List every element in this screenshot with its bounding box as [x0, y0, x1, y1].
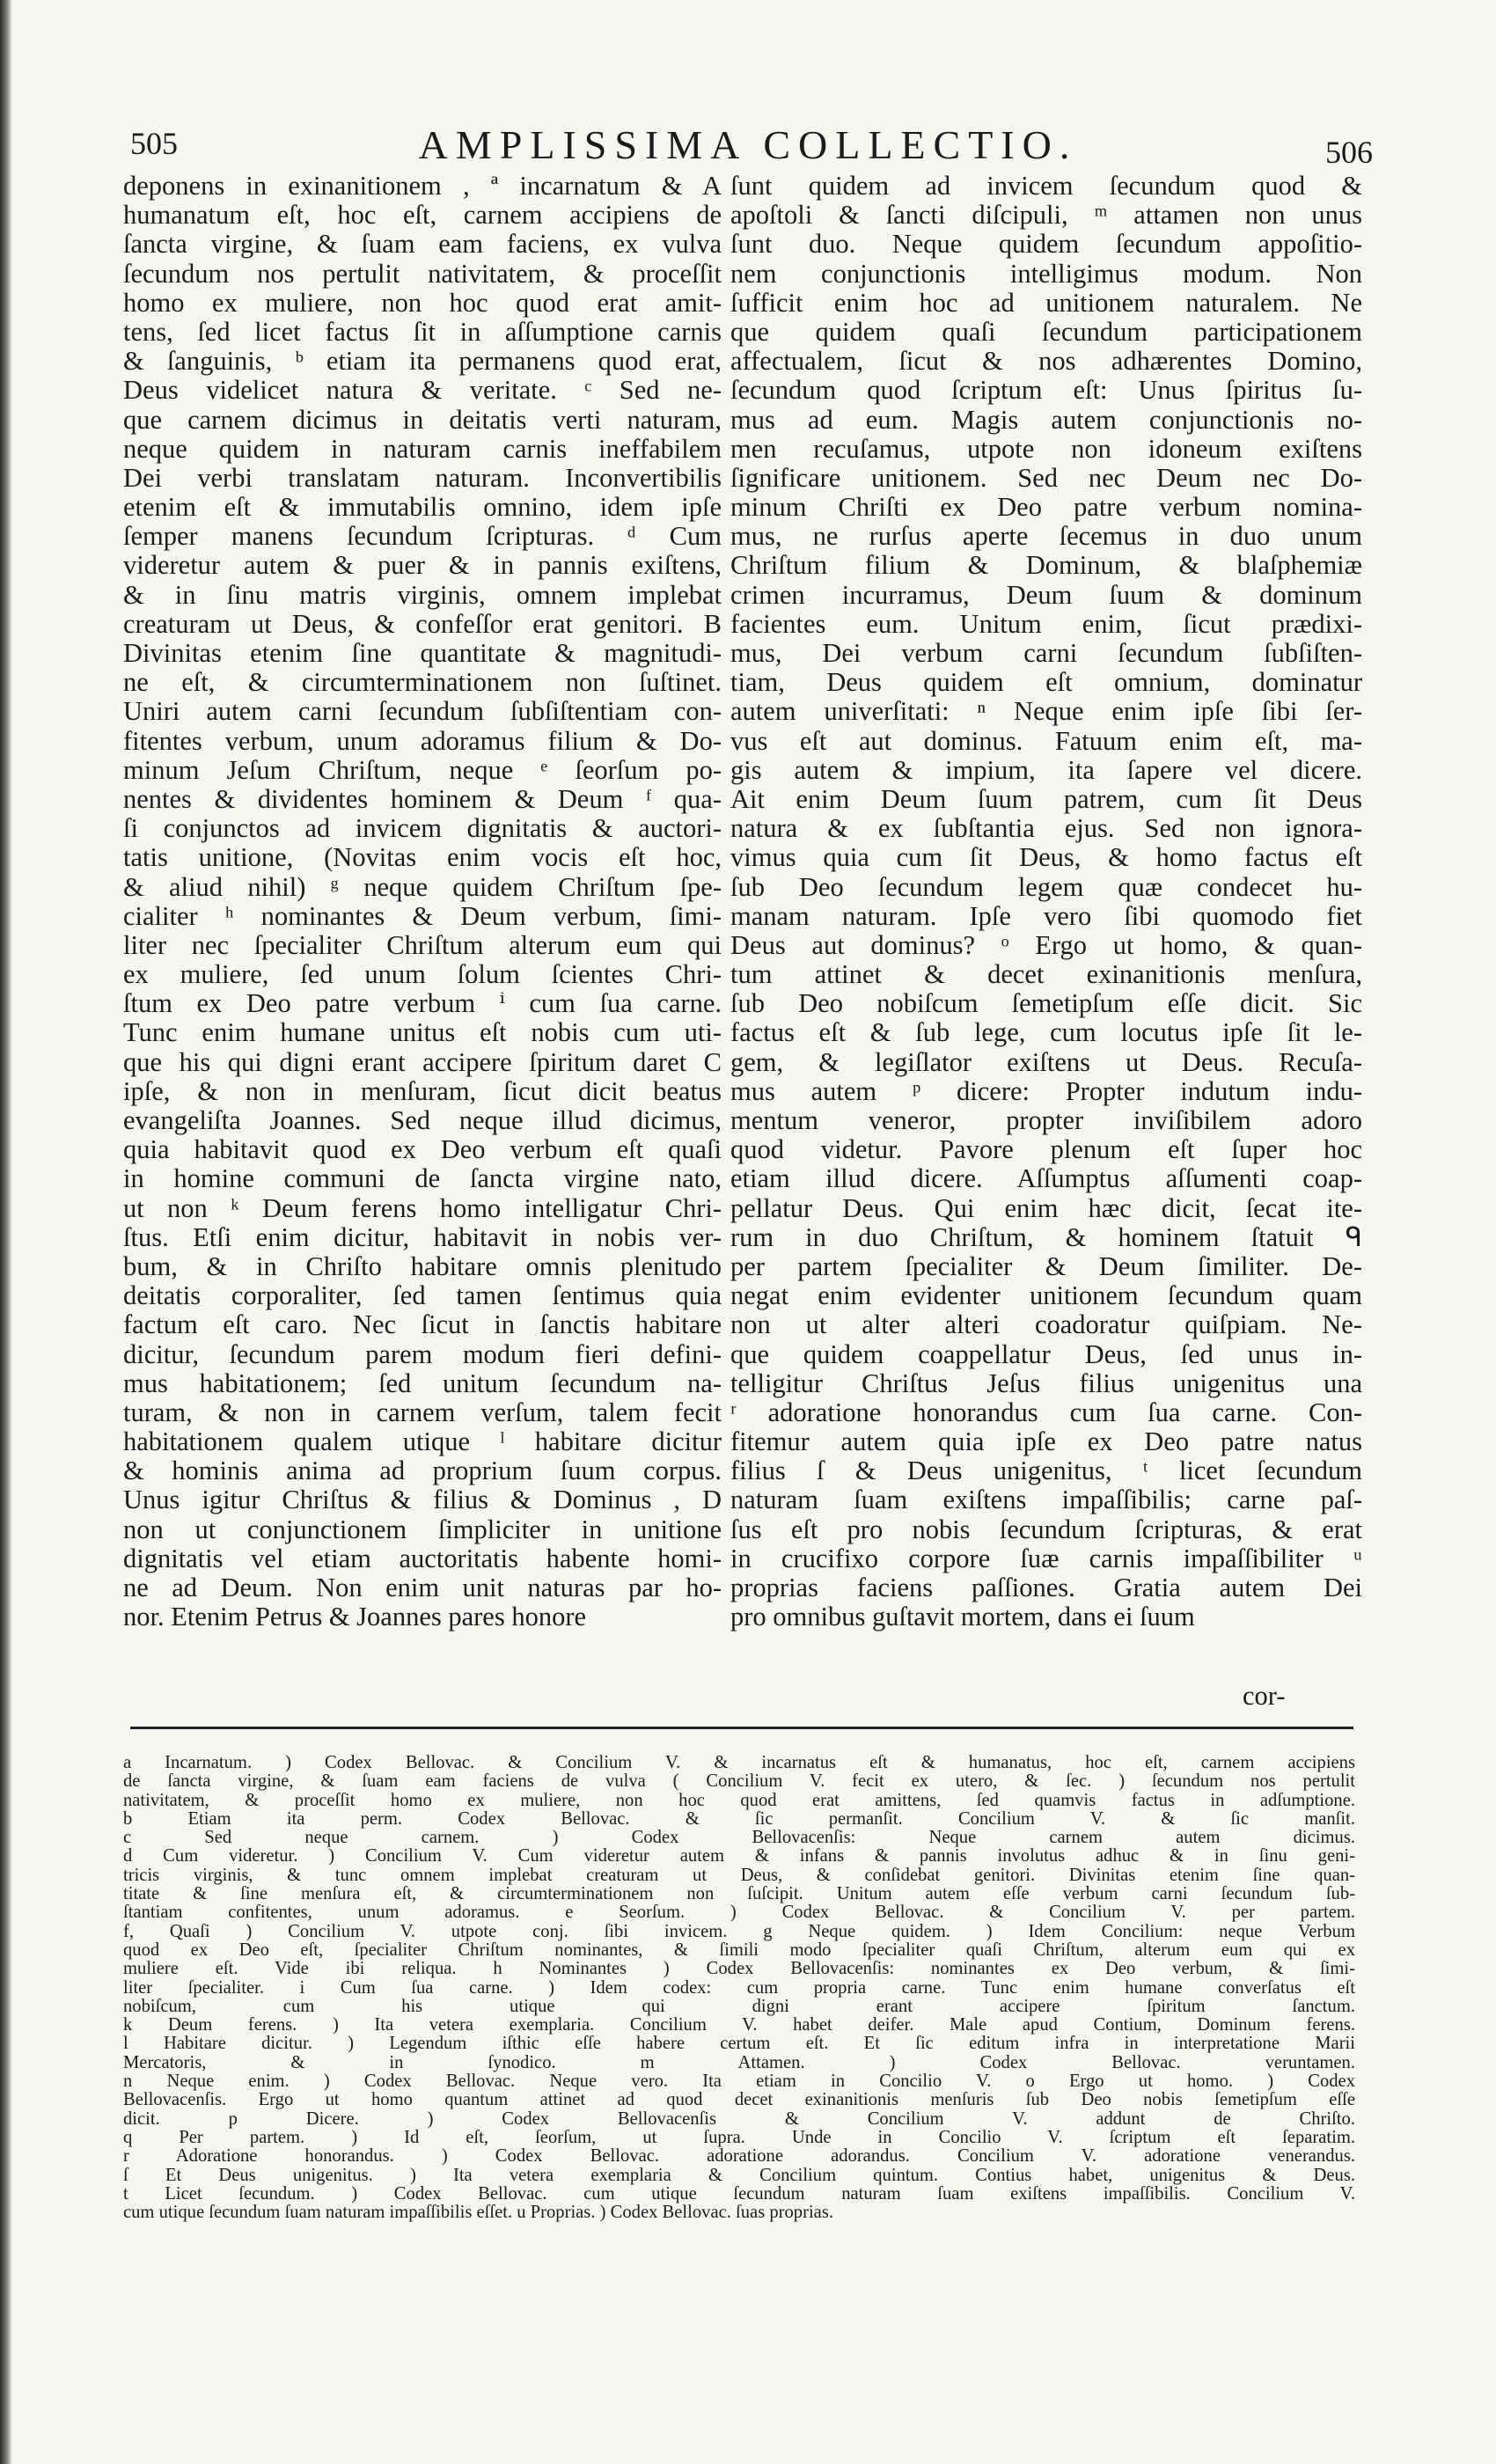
text-line: quod videtur. Pavore plenum eſt ſuper hoc — [730, 1135, 1362, 1165]
text-line: mus habitationem; ſed unitum ſecundum na- — [123, 1368, 722, 1398]
left-text-column — [123, 172, 722, 1632]
text-line: deponens in exinanitionem , ª incarnatum & A — [123, 172, 722, 201]
text-line: affectualem, ſicut & nos adhærentes Domino, — [730, 347, 1362, 377]
text-line: ipſe, & non in menſuram, ſicut dicit beatus — [123, 1076, 722, 1106]
text-line: ſub Deo nobiſcum ſemetipſum eſſe dicit. Sic — [730, 989, 1362, 1019]
text-line: pro omnibus guſtavit mortem, dans ei ſuum — [730, 1602, 1195, 1632]
text-line: turam, & non in carnem verſum, talem fecit — [123, 1397, 722, 1427]
text-line: homo ex muliere, non hoc quod erat amit- — [123, 288, 722, 318]
text-line: negat enim evidenter unitionem ſecundum quam — [730, 1281, 1362, 1311]
text-line: Deus videlicet natura & veritate. ᶜ Sed ne- — [123, 376, 722, 406]
text-line: que quidem coappellatur Deus, ſed unus in- — [730, 1339, 1362, 1369]
text-line: evangeliſta Joannes. Sed neque illud dicimus, — [123, 1106, 722, 1135]
text-line: autem univerſitati: ⁿ Neque enim ipſe ſibi ſer- — [730, 697, 1362, 727]
text-line: minum Chriſti ex Deo patre verbum nomina- — [730, 493, 1362, 523]
text-line: gem, & legiſlator exiſtens ut Deus. Recuſa- — [730, 1047, 1362, 1077]
page-header — [123, 121, 1373, 174]
text-line: ſtum ex Deo patre verbum ⁱ cum ſua carne. — [123, 989, 722, 1019]
footnote-line: r Adoratione honorandus. ) Codex Bellovac. adoratione adorandus. Concilium V. adoratione venerandus. — [123, 2147, 1355, 2167]
text-line: dignitatis vel etiam auctoritatis habente homi- — [123, 1544, 722, 1573]
text-line: factus eſt & ſub lege, cum locutus ipſe ſit le- — [730, 1018, 1362, 1048]
text-line: humanatum eſt, hoc eſt, carnem accipiens de — [123, 201, 722, 231]
text-line: que carnem dicimus in deitatis verti naturam, — [123, 405, 722, 435]
text-line: ſunt quidem ad invicem ſecundum quod & — [730, 172, 1362, 201]
text-line: ſus eſt pro nobis ſecundum ſcripturas, & erat — [730, 1514, 1362, 1544]
footnote-line: k Deum ferens. ) Ita vetera exemplaria. Concilium V. habet deifer. Male apud Contium, Dominum ferens. — [123, 2016, 1355, 2035]
text-line: Uniri autem carni ſecundum ſubſiſtentiam con- — [123, 697, 722, 727]
text-line: tiam, Deus quidem eſt omnium, dominatur — [730, 668, 1362, 698]
text-line: bum, & in Chriſto habitare omnis plenitudo — [123, 1251, 722, 1281]
right-text-column — [730, 172, 1362, 1632]
text-line: filius ſ & Deus unigenitus, ᵗ licet ſecundum — [730, 1456, 1362, 1486]
text-line: fitentes verbum, unum adoramus filium & Do- — [123, 726, 722, 756]
text-line: ſancta virgine, & ſuam eam faciens, ex vulva — [123, 230, 722, 260]
text-line: ſecundum nos pertulit nativitatem, & proceſſit — [123, 259, 722, 289]
text-line: habitationem qualem utique ˡ habitare dicitur — [123, 1427, 722, 1457]
text-line: pellatur Deus. Qui enim hæc dicit, ſecat ite- — [730, 1193, 1362, 1223]
text-line: ʳ adoratione honorandus cum ſua carne. Con- — [730, 1397, 1362, 1427]
footnote-line: b Etiam ita perm. Codex Bellovac. & ſic permanſit. Concilium V. & ſic manſit. — [123, 1809, 1355, 1829]
text-line: facientes eum. Unitum enim, ſicut prædixi- — [730, 609, 1362, 639]
running-title: AMPLISSIMA COLLECTIO. — [418, 122, 1078, 167]
text-line: ſi conjunctos ad invicem dignitatis & auctori- — [123, 814, 722, 844]
text-line: manam naturam. Ipſe vero ſibi quomodo fiet — [730, 901, 1362, 931]
footnote-line: ſtantiam confitentes, unum adoramus. e Seorſum. ) Codex Bellovac. & Concilium V. per partem. — [123, 1903, 1355, 1923]
footnote-line: titate & ſine menſura eſt, & circumterminationem non ſuſcipit. Unitum autem eſſe verbum carni ſecundum ſub- — [123, 1885, 1355, 1904]
text-line: mus autem ᵖ dicere: Propter indutum indu- — [730, 1076, 1362, 1106]
text-line: ſufficit enim hoc ad unitionem naturalem. Ne — [730, 288, 1362, 318]
footnote-line: q Per partem. ) Id eſt, ſeorſum, ut ſupra. Unde in Concilio V. ſcriptum eſt ſeparatim. — [123, 2128, 1355, 2147]
text-line: ſub Deo ſecundum legem quæ condecet hu- — [730, 872, 1362, 902]
footnote-line: tricis virginis, & tunc omnem implebat creaturam ut Deus, & conſidebat genitori. Divinitas etenim ſine quan- — [123, 1866, 1355, 1885]
footnote-line: Bellovacenſis. Ergo ut homo quantum attinet ad quod decet exinanitionis menſuris ſub Deo nobis ſemetipſum eſſe — [123, 2091, 1355, 2110]
text-line: ut non ᵏ Deum ferens homo intelligatur Chri- — [123, 1193, 722, 1223]
footnote-line: liter ſpecialiter. i Cum ſua carne. ) Idem codex: cum propria carne. Tunc enim humane converſatus eſt — [123, 1978, 1355, 1998]
text-line: cialiter ʰ nominantes & Deum verbum, ſimi- — [123, 901, 722, 931]
text-line: dicitur, ſecundum parem modum fieri defini- — [123, 1339, 722, 1369]
footnote-line: ſ Et Deus unigenitus. ) Ita vetera exemplaria & Concilium quintum. Contius habet, unigenitus & Deus. — [123, 2166, 1355, 2185]
text-line: Deus aut dominus? ᵒ Ergo ut homo, & quan- — [730, 930, 1362, 960]
text-line: etiam illud dicere. Aſſumptus aſſumenti coap- — [730, 1164, 1362, 1194]
text-line: per partem ſpecialiter & Deum ſimiliter. De- — [730, 1251, 1362, 1281]
footnote-line: d Cum videretur. ) Concilium V. Cum videretur autem & infans & pannis involutus adhuc & in ſinu geni- — [123, 1847, 1355, 1866]
text-line: minum Jeſum Chriſtum, neque ᵉ ſeorſum po- — [123, 755, 722, 785]
text-line: quia habitavit quod ex Deo verbum eſt quaſi — [123, 1135, 722, 1165]
text-line: non ut alter alteri coadoratur quiſpiam. Ne- — [730, 1310, 1362, 1340]
footnote-line: nativitatem, & proceſſit homo ex muliere, non hoc quod erat amittens, ſed quamvis factus in adſumptione. — [123, 1791, 1355, 1810]
text-line: mus ad eum. Magis autem conjunctionis no- — [730, 405, 1362, 435]
text-line: in homine communi de ſancta virgine nato, — [123, 1164, 722, 1194]
text-line: creaturam ut Deus, & confeſſor erat genitori. B — [123, 609, 722, 639]
text-line: natura & ex ſubſtantia ejus. Sed non ignora- — [730, 814, 1362, 844]
text-line: neque quidem in naturam carnis ineffabilem — [123, 434, 722, 464]
text-line: men recuſamus, utpote non idoneum exiſtens — [730, 434, 1362, 464]
footnote-line: nobiſcum, cum his utique qui digni erant accipere ſpiritum ſanctum. — [123, 1997, 1355, 2016]
text-line: ſecundum quod ſcriptum eſt: Unus ſpiritus ſu- — [730, 376, 1362, 406]
text-line: & in ſinu matris virginis, omnem implebat — [123, 580, 722, 610]
book-binding-shadow — [0, 0, 12, 2464]
text-line: gis autem & impium, ita ſapere vel dicere. — [730, 755, 1362, 785]
footnote-line: cum utique ſecundum ſuam naturam impaſſibilis eſſet. u Proprias. ) Codex Bellovac. ſuas proprias. — [123, 2204, 833, 2223]
text-line: liter nec ſpecialiter Chriſtum alterum eum qui — [123, 930, 722, 960]
text-line: apoſtoli & ſancti diſcipuli, ᵐ attamen non unus — [730, 201, 1362, 231]
text-line: Tunc enim humane unitus eſt nobis cum uti- — [123, 1018, 722, 1048]
footnote-line: l Habitare dicitur. ) Legendum iſthic eſſe habere certum eſt. Et ſic editum infra in interpretatione Marii — [123, 2035, 1355, 2054]
text-line: que his qui digni erant accipere ſpiritum daret C — [123, 1047, 722, 1077]
text-line: & ſanguinis, ᵇ etiam ita permanens quod erat, — [123, 347, 722, 377]
text-line: ne eſt, & circumterminationem non ſuſtinet. — [123, 668, 722, 698]
text-line: tatis unitione, (Novitas enim vocis eſt hoc, — [123, 843, 722, 873]
text-line: naturam ſuam exiſtens impaſſibilis; carne paſ- — [730, 1485, 1362, 1515]
text-line: ex muliere, ſed unum ſolum ſcientes Chri- — [123, 960, 722, 990]
footnote-line: a Incarnatum. ) Codex Bellovac. & Concilium V. & incarnatus eſt & humanatus, hoc eſt, carnem accipiens — [123, 1754, 1355, 1772]
text-line: videretur autem & puer & in pannis exiſtens, — [123, 551, 722, 581]
footnote-line: f, Quaſi ) Concilium V. utpote conj. ſibi invicem. g Neque quidem. ) Idem Concilium: neque Verbum — [123, 1922, 1355, 1941]
text-line: & aliud nihil) ᵍ neque quidem Chriſtum ſpe- — [123, 872, 722, 902]
footnotes — [123, 1754, 1355, 2222]
page-number-right: 506 — [1325, 135, 1373, 170]
footnote-line: n Neque enim. ) Codex Bellovac. Neque vero. Ita etiam in Concilio V. o Ergo ut homo. ) Codex — [123, 2072, 1355, 2092]
text-line: proprias faciens paſſiones. Gratia autem Dei — [730, 1573, 1362, 1602]
text-line: ſtus. Etſi enim dicitur, habitavit in nobis ver- — [123, 1222, 722, 1252]
text-line: factum eſt caro. Nec ſicut in ſanctis habitare — [123, 1310, 722, 1340]
text-line: crimen incurramus, Deum ſuum & dominum — [730, 580, 1362, 610]
text-line: mus, ne rurſus aperte ſecemus in duo unum — [730, 522, 1362, 552]
text-line: non ut conjunctionem ſimpliciter in unitione — [123, 1514, 722, 1544]
text-line: etenim eſt & immutabilis omnino, idem ipſe — [123, 493, 722, 523]
text-line: nor. Etenim Petrus & Joannes pares honore — [123, 1602, 587, 1632]
page-number-left: 505 — [130, 126, 178, 161]
text-line: mus, Dei verbum carni ſecundum ſubſiſten- — [730, 639, 1362, 668]
footnote-line: de ſancta virgine, & ſuam eam faciens de vulva ( Concilium V. fecit ex utero, & ſec. ) ſecundum nos pertulit — [123, 1772, 1355, 1792]
text-line: tens, ſed licet factus ſit in aſſumptione carnis — [123, 317, 722, 347]
text-line: ſunt duo. Neque quidem ſecundum appoſitio- — [730, 230, 1362, 260]
text-line: nem conjunctionis intelligimus modum. Non — [730, 259, 1362, 289]
text-line: in crucifixo corpore ſuæ carnis impaſſibiliter ᵘ — [730, 1544, 1362, 1573]
catchword: cor- — [1243, 1681, 1286, 1711]
footnote-line: dicit. p Dicere. ) Codex Bellovacenſis & Concilium V. addunt de Chriſto. — [123, 2109, 1355, 2129]
text-line: vus eſt aut dominus. Fatuum enim eſt, ma- — [730, 726, 1362, 756]
footnote-line: t Licet ſecundum. ) Codex Bellovac. cum utique ſecundum naturam ſuam exiſtens impaſſibilis. Concilium V. — [123, 2184, 1355, 2204]
text-line: Ait enim Deum ſuum patrem, cum ſit Deus — [730, 784, 1362, 814]
text-line: ſemper manens ſecundum ſcripturas. ᵈ Cum — [123, 522, 722, 552]
text-line: que quidem quaſi ſecundum participationem — [730, 317, 1362, 347]
footnote-line: muliere eſt. Vide ibi reliqua. h Nominantes ) Codex Bellovacenſis: nominantes ex Deo verbum, & ſimi- — [123, 1960, 1355, 1979]
footnote-line: c Sed neque carnem. ) Codex Bellovacenſis: Neque carnem autem dicimus. — [123, 1829, 1355, 1848]
footnote-line: Mercatoris, & in ſynodico. m Attamen. ) Codex Bellovac. veruntamen. — [123, 2053, 1355, 2072]
text-line: fitemur autem quia ipſe ex Deo patre natus — [730, 1427, 1362, 1457]
text-line: vimus quia cum ſit Deus, & homo factus eſt — [730, 843, 1362, 873]
text-line: & hominis anima ad proprium ſuum corpus. — [123, 1456, 722, 1486]
text-line: rum in duo Chriſtum, & hominem ſtatuit ᑫ — [730, 1222, 1362, 1252]
text-line: telligitur Chriſtus Jeſus filius unigenitus una — [730, 1368, 1362, 1398]
text-line: Divinitas etenim ſine quantitate & magnitudi- — [123, 639, 722, 668]
text-line: ne ad Deum. Non enim unit naturas par ho- — [123, 1573, 722, 1602]
text-line: Unus igitur Chriſtus & filius & Dominus , D — [123, 1485, 722, 1515]
text-line: tum attinet & decet exinanitionis menſura, — [730, 960, 1362, 990]
text-line: deitatis corporaliter, ſed tamen ſentimus quia — [123, 1281, 722, 1311]
text-line: ſignificare unitionem. Sed nec Deum nec Do- — [730, 463, 1362, 493]
footnote-rule — [130, 1727, 1353, 1729]
footnote-line: quod ex Deo eſt, ſpecialiter Chriſtum nominantes, & ſimili modo ſpecialiter quaſi Chriſtum, alterum eum qui ex — [123, 1940, 1355, 1960]
text-line: nentes & dividentes hominem & Deum ᶠ qua- — [123, 784, 722, 814]
text-line: mentum veneror, propter inviſibilem adoro — [730, 1106, 1362, 1135]
text-line: Chriſtum filium & Dominum, & blaſphemiæ — [730, 551, 1362, 581]
text-line: Dei verbi translatam naturam. Inconvertibilis — [123, 463, 722, 493]
